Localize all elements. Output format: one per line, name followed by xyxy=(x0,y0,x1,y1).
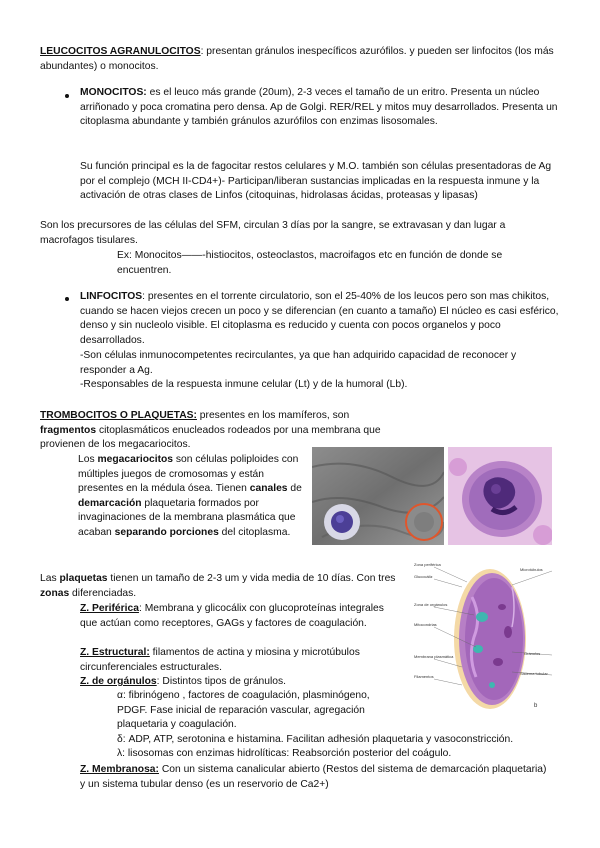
diagram-label-filamentos: Filamentos xyxy=(414,674,434,679)
megacariocitos-paragraph xyxy=(78,453,308,540)
platelet-diagram xyxy=(412,557,560,717)
diagram-label-sistema-tubular: Sistema tubular xyxy=(520,671,548,676)
mega-bold-separando: separando porciones xyxy=(114,526,219,538)
trombocitos-text-1: presentes en los mamíferos, son xyxy=(196,410,350,421)
zona-periferica-sep: : xyxy=(138,603,142,614)
zona-membranosa-text: Con un sistema canalicular abierto (Restos del sistema de demarcación plaquetaria) y un sistema tubular denso (es un reservorio de Ca2+) xyxy=(80,764,547,790)
zona-periferica-label: Z. Periférica xyxy=(80,603,139,614)
trombocitos-paragraph xyxy=(40,409,400,453)
monocitos-paragraph xyxy=(80,86,560,130)
monocitos-function: Su función principal es la de fagocitar restos celulares y M.O. también son células presentadoras de Ag por el complejo (MCH II-CD4+)- Participan/liberan sustancias implicadas en la respuesta inmune y la activación de otras clases de Linfos (citoquinas, hidrolasas ácidas, proteasas y lipasas) xyxy=(80,161,552,201)
diagram-label-b: b xyxy=(534,703,538,709)
diagram-label-zona-periferica: Zona periférica xyxy=(414,562,441,567)
zona-membranosa xyxy=(80,763,550,792)
diagram-label-mitocondrias: Mitocondrias xyxy=(414,622,437,627)
zona-estructural-label: Z. Estructural: xyxy=(80,647,150,658)
mega-text-5: del citoplasma. xyxy=(218,526,291,538)
megakaryocyte-electron-micrograph xyxy=(312,447,444,545)
monocitos-text: es el leuco más grande (20um), 2-3 veces el tamaño de un eritro. Presenta un núcleo arriñonado y poca cromatina pero densa. Ap de Golgi. RER/REL y mitos muy desarrollados. Presenta un citoplasma abundante y también gránulos azurófilos con enzimas lisosomales. xyxy=(80,87,558,127)
linfocitos-line2: -Son células inmunocompetentes recirculantes, ya que han adquirido capacidad de reconocer y responder a Ag. xyxy=(80,350,517,376)
zona-organulos-text: Distintos tipos de gránulos. xyxy=(159,676,287,687)
trombocitos-text-2: citoplasmáticos enucleados rodeados por una membrana que provienen de los megacariocitos. xyxy=(40,424,381,450)
mega-bold-demarcacion: demarcación xyxy=(78,497,142,509)
zona-estructural xyxy=(80,646,400,675)
diagram-label-membrana: Membrana plasmática xyxy=(414,654,454,659)
leucocitos-heading: LEUCOCITOS AGRANULOCITOS xyxy=(40,46,201,57)
plaquetas-bold: plaquetas xyxy=(59,573,108,584)
diagram-label-glucocaliz: Glucocáliz xyxy=(414,574,433,579)
linfocitos-label: LINFOCITOS xyxy=(80,291,143,302)
mega-bold-canales: canales xyxy=(249,483,288,494)
granulo-delta: δ: ADP, ATP, serotonina e histamina. Facilitan adhesión plaquetaria y vasoconstricción. xyxy=(117,734,514,745)
monocitos-label: MONOCITOS: xyxy=(80,87,147,98)
plaquetas-text-3: diferenciadas. xyxy=(69,587,137,599)
linfocitos-paragraph xyxy=(80,290,560,348)
zonas-bold: zonas xyxy=(40,587,70,599)
diagram-label-granulos: Gránulos xyxy=(524,651,541,656)
zona-periferica xyxy=(80,602,400,631)
diagram-label-microtubulos: Microtúbulos xyxy=(520,567,543,572)
plaquetas-text-1: Las xyxy=(40,573,60,584)
granulo-alfa: α: fibrinógeno , factores de coagulación, plasminógeno, PDGF. Fase inicial de reparación vascular, agregación plaquetaria y coagulación. xyxy=(117,690,370,730)
intro-paragraph xyxy=(40,45,560,74)
zona-periferica-text: Membrana y glicocálix con glucoproteínas integrales que actúan como receptores, GAGs y factores de coagulación. xyxy=(80,603,384,629)
mega-text-4: plaquetaria formados por invaginaciones de la membrana plasmática que acaban xyxy=(78,497,296,538)
trombocitos-fragmentos: fragmentos xyxy=(40,424,97,436)
zona-organulos-sep: : xyxy=(156,676,160,687)
mega-text-2: son células poliploides con múltiples juegos de cromosomas y están presentes en la médula ósea. Tienen xyxy=(78,454,299,494)
zona-estructural-text: filamentos de actina y miosina y microtúbulos circunferenciales estructurales. xyxy=(80,647,360,673)
bullet-linfocitos xyxy=(65,297,69,301)
granulo-lambda: λ: lisosomas con enzimas hidrolíticas: Reabsorción posterior del coágulo. xyxy=(117,748,452,759)
mega-bold-megacariocitos: megacariocitos xyxy=(97,454,174,465)
diagram-label-zona-organulos: Zona de orgánulos xyxy=(414,602,448,607)
linfocitos-line3: -Responsables de la respuesta inmune celular (Lt) y de la humoral (Lb). xyxy=(80,379,408,390)
trombocitos-heading: TROMBOCITOS O PLAQUETAS: xyxy=(40,410,197,421)
megakaryocyte-light-micrograph xyxy=(448,447,552,545)
zona-organulos-label: Z. de orgánulos xyxy=(80,676,157,687)
bullet-monocitos xyxy=(65,94,69,98)
mega-text-3: de xyxy=(287,483,302,494)
zona-organulos xyxy=(80,675,400,690)
monocitos-precursors: Son los precursores de las células del SFM, circulan 3 días por la sangre, se extravasan y dan lugar a macrofagos tisulares. xyxy=(40,220,506,246)
linfocitos-text: : presentes en el torrente circulatorio, son el 25-40% de los leucos pero son mas chikitos, cuando se hacen viejos crecen un poco y se diferencian (en cuanto a tamaño) El núcleo es casi esférico, denso y sin nucleolo visible. El citoplasma es reducido y cuenta con pocos organelos y poco desarrollados. xyxy=(80,291,559,346)
mega-text-1: Los xyxy=(78,454,98,465)
monocitos-example: Ex: Monocitos——-histiocitos, osteoclastos, macroifagos etc en función de donde se encuentren. xyxy=(117,250,503,276)
plaquetas-paragraph xyxy=(40,572,410,601)
zona-membranosa-label: Z. Membranosa: xyxy=(80,764,159,775)
leucocitos-intro: : presentan gránulos inespecíficos azurófilos. y pueden ser linfocitos (los más abundantes) o monocitos. xyxy=(40,46,554,72)
plaquetas-text-2: tienen un tamaño de 2-3 um y vida media de 10 días. Con tres xyxy=(107,573,396,584)
